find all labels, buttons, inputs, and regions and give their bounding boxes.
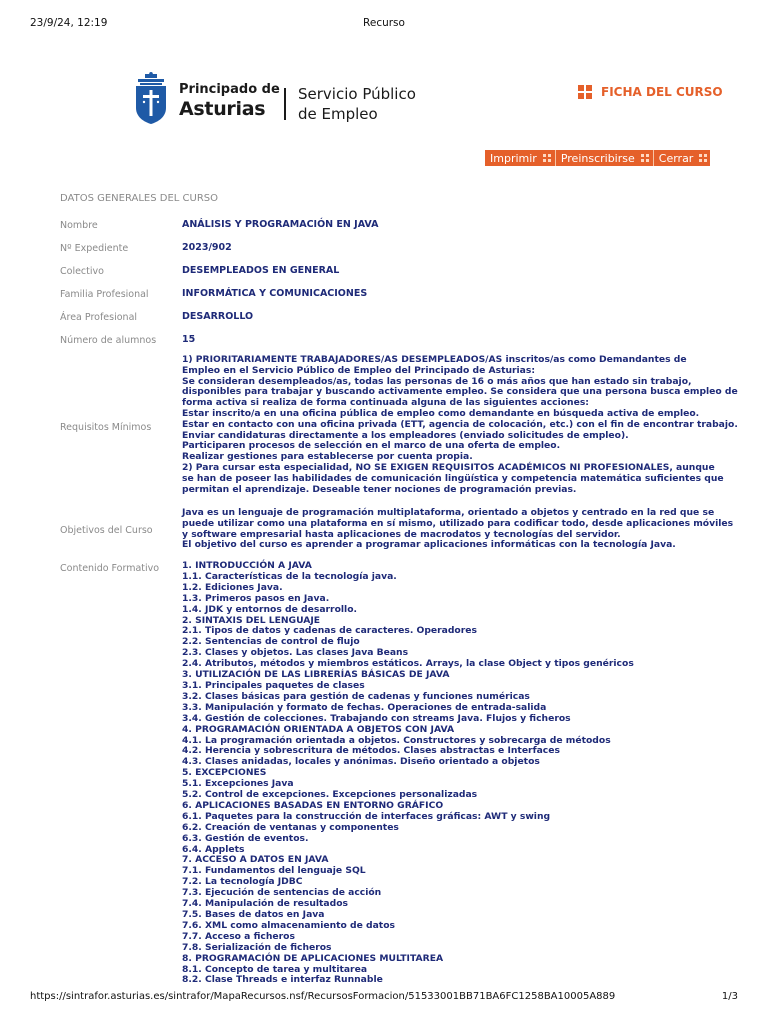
print-url: https://sintrafor.asturias.es/sintrafor/MapaRecursos.nsf/RecursosFormacion/51533001BB71BA6FC1258BA10005A889	[30, 991, 616, 1002]
print-header	[30, 17, 738, 31]
objetivos-line: Java es un lenguaje de programación multiplataforma, orientado a objetos y centrado en la red que se	[182, 507, 715, 518]
contenido-line: 5.1. Excepciones Java	[182, 778, 294, 790]
preregister-button[interactable]	[556, 150, 654, 166]
expediente-value: 2023/902	[182, 242, 232, 253]
section-title: DATOS GENERALES DEL CURSO	[60, 193, 218, 204]
requisitos-label: Requisitos Mínimos	[60, 422, 152, 433]
contenido-line: 3.3. Manipulación y formato de fechas. Operaciones de entrada-salida	[182, 701, 547, 713]
contenido-line: 1. INTRODUCCIÓN A JAVA	[182, 560, 312, 571]
contenido-line: 2. SINTAXIS DEL LENGUAJE	[182, 614, 321, 626]
alumnos-label: Número de alumnos	[60, 335, 157, 346]
contenido-line: 1.4. JDK y entornos de desarrollo.	[182, 603, 357, 615]
objetivos-line: puede utilizar como una plataforma en sí mismo, utilizado para codificar todo, desde aplicaciones móviles	[182, 517, 734, 529]
contenido-line: 7. ACCESO A DATOS EN JAVA	[182, 854, 329, 866]
contenido-line: 7.8. Serialización de ficheros	[182, 941, 332, 953]
print-date: 23/9/24, 12:19	[30, 17, 108, 29]
contenido-line: 4. PROGRAMACIÓN ORIENTADA A OBJETOS CON JAVA	[182, 723, 455, 735]
close-button[interactable]	[654, 150, 712, 166]
action-toolbar	[485, 150, 710, 166]
contenido-label: Contenido Formativo	[60, 563, 160, 574]
objetivos-line: y software empresarial hasta aplicaciones de macrodatos y tecnologías del servidor.	[182, 528, 621, 540]
contenido-line: 2.1. Tipos de datos y cadenas de caracteres. Operadores	[182, 625, 477, 637]
area-value: DESARROLLO	[182, 311, 254, 322]
nombre-value: ANÁLISIS Y PROGRAMACIÓN EN JAVA	[182, 219, 379, 230]
requisitos-line: Se consideran desempleados/as, todas las personas de 16 o más años que han estado sin trabajo,	[182, 375, 692, 387]
requisitos-line: disponibles para trabajar y buscando activamente empleo. Se considera que una persona busca empleo de	[182, 386, 738, 398]
contenido-line: 1.1. Características de la tecnología java.	[182, 570, 397, 582]
contenido-line: 2.3. Clases y objetos. Las clases Java Beans	[182, 647, 409, 659]
print-button-label: Imprimir	[490, 151, 537, 165]
contenido-line: 1.2. Ediciones Java.	[182, 581, 283, 593]
colectivo-value: DESEMPLEADOS EN GENERAL	[182, 265, 340, 276]
contenido-line: 4.1. La programación orientada a objetos. Constructores y sobrecarga de métodos	[182, 734, 611, 746]
logo-service1: Servicio Público	[298, 85, 416, 103]
contenido-line: 3.1. Principales paquetes de clases	[182, 679, 365, 691]
colectivo-label: Colectivo	[60, 266, 104, 277]
nombre-label: Nombre	[60, 220, 98, 231]
requisitos-line: Empleo en el Servicio Público de Empleo del Principado de Asturias:	[182, 364, 536, 376]
contenido-line: 7.2. La tecnología JDBC	[182, 876, 303, 888]
requisitos-line: Estar en contacto con una oficina privada (ETT, agencia de colocación, etc.) con el fin de encontrar trabajo.	[182, 418, 738, 430]
grid-icon	[578, 85, 592, 99]
contenido-line: 6. APLICACIONES BASADAS EN ENTORNO GRÁFICO	[182, 799, 444, 811]
contenido-line: 8. PROGRAMACIÓN DE APLICACIONES MULTITAREA	[182, 952, 444, 964]
requisitos-line: Enviar candidaturas directamente a los empleadores (enviado solicitudes de empleo).	[182, 429, 629, 441]
alumnos-value: 15	[182, 334, 196, 345]
ficha-title: FICHA DEL CURSO	[601, 85, 723, 99]
grid-icon	[641, 154, 649, 162]
area-label: Área Profesional	[60, 312, 138, 323]
contenido-line: 2.2. Sentencias de control de flujo	[182, 636, 360, 648]
asturias-crest-icon	[134, 72, 168, 124]
contenido-line: 2.4. Atributos, métodos y miembros estáticos. Arrays, la clase Object y tipos genéricos	[182, 658, 634, 670]
grid-icon	[699, 154, 707, 162]
contenido-list	[182, 561, 722, 986]
contenido-line: 7.4. Manipulación de resultados	[182, 898, 348, 910]
contenido-line: 6.4. Applets	[182, 843, 245, 855]
contenido-line: 7.3. Ejecución de sentencias de acción	[182, 887, 382, 899]
contenido-line: 8.2. Clase Threads e interfaz Runnable	[182, 974, 383, 986]
logo-line2: Asturias	[179, 98, 266, 120]
logo-line1: Principado de	[179, 82, 280, 97]
requisitos-line: Participaren procesos de selección en el marco de una oferta de empleo.	[182, 440, 561, 452]
requisitos-line: Realizar gestiones para establecerse por cuenta propia.	[182, 451, 473, 463]
contenido-line: 7.7. Acceso a ficheros	[182, 930, 295, 942]
familia-value: INFORMÁTICA Y COMUNICACIONES	[182, 288, 368, 299]
requisitos-line: Estar inscrito/a en una oficina pública de empleo como demandante en búsqueda activa de empleo.	[182, 407, 700, 419]
contenido-line: 8.1. Concepto de tarea y multitarea	[182, 963, 368, 975]
contenido-line: 6.3. Gestión de eventos.	[182, 832, 309, 844]
logo-divider	[284, 88, 286, 120]
contenido-line: 7.5. Bases de datos en Java	[182, 909, 325, 920]
close-button-label: Cerrar	[658, 151, 694, 165]
requisitos-text	[182, 354, 738, 495]
requisitos-line: 1) PRIORITARIAMENTE TRABAJADORES/AS DESEMPLEADOS/AS inscritos/as como Demandantes de	[182, 354, 687, 365]
contenido-line: 3.2. Clases básicas para gestión de cadenas y funciones numéricas	[182, 690, 530, 702]
print-page-number: 1/3	[721, 991, 738, 1002]
contenido-line: 3.4. Gestión de colecciones. Trabajando con streams Java. Flujos y ficheros	[182, 712, 571, 724]
expediente-label: Nº Expediente	[60, 243, 129, 254]
contenido-line: 7.6. XML como almacenamiento de datos	[182, 919, 395, 931]
contenido-line: 4.3. Clases anidadas, locales y anónimas. Diseño orientado a objetos	[182, 756, 540, 768]
contenido-line: 7.1. Fundamentos del lenguaje SQL	[182, 865, 366, 877]
preregister-button-label: Preinscribirse	[560, 151, 635, 165]
objetivos-line: El objetivo del curso es aprender a programar aplicaciones informáticas con la tecnología Java.	[182, 539, 676, 551]
contenido-line: 6.1. Paquetes para la construcción de interfaces gráficas: AWT y swing	[182, 810, 551, 822]
requisitos-line: forma activa si realiza de forma continuada alguna de las siguientes acciones:	[182, 397, 589, 409]
requisitos-line: permitan el aprendizaje. Deseable tener nociones de programación previas.	[182, 483, 577, 495]
contenido-line: 4.2. Herencia y sobrescritura de métodos. Clases abstractas e Interfaces	[182, 745, 560, 757]
requisitos-line: se han de poseer las habilidades de comunicación lingüística y competencia matemática suficientes que	[182, 472, 724, 484]
contenido-line: 3. UTILIZACIÓN DE LAS LIBRERÍAS BÁSICAS DE JAVA	[182, 669, 450, 681]
print-title: Recurso	[363, 17, 405, 29]
objetivos-text	[182, 507, 734, 551]
contenido-line: 1.3. Primeros pasos en Java.	[182, 592, 330, 604]
objetivos-label: Objetivos del Curso	[60, 525, 153, 536]
requisitos-line: 2) Para cursar esta especialidad, NO SE EXIGEN REQUISITOS ACADÉMICOS NI PROFESIONALES, aunque	[182, 461, 715, 473]
contenido-line: 5. EXCEPCIONES	[182, 767, 267, 779]
contenido-line: 5.2. Control de excepciones. Excepciones personalizadas	[182, 789, 478, 801]
principado-logo[interactable]	[134, 72, 434, 126]
contenido-line: 6.2. Creación de ventanas y componentes	[182, 821, 399, 833]
print-footer	[30, 991, 738, 1005]
familia-label: Familia Profesional	[60, 289, 149, 300]
grid-icon	[543, 154, 551, 162]
print-button[interactable]	[485, 150, 556, 166]
logo-service2: de Empleo	[298, 105, 378, 123]
